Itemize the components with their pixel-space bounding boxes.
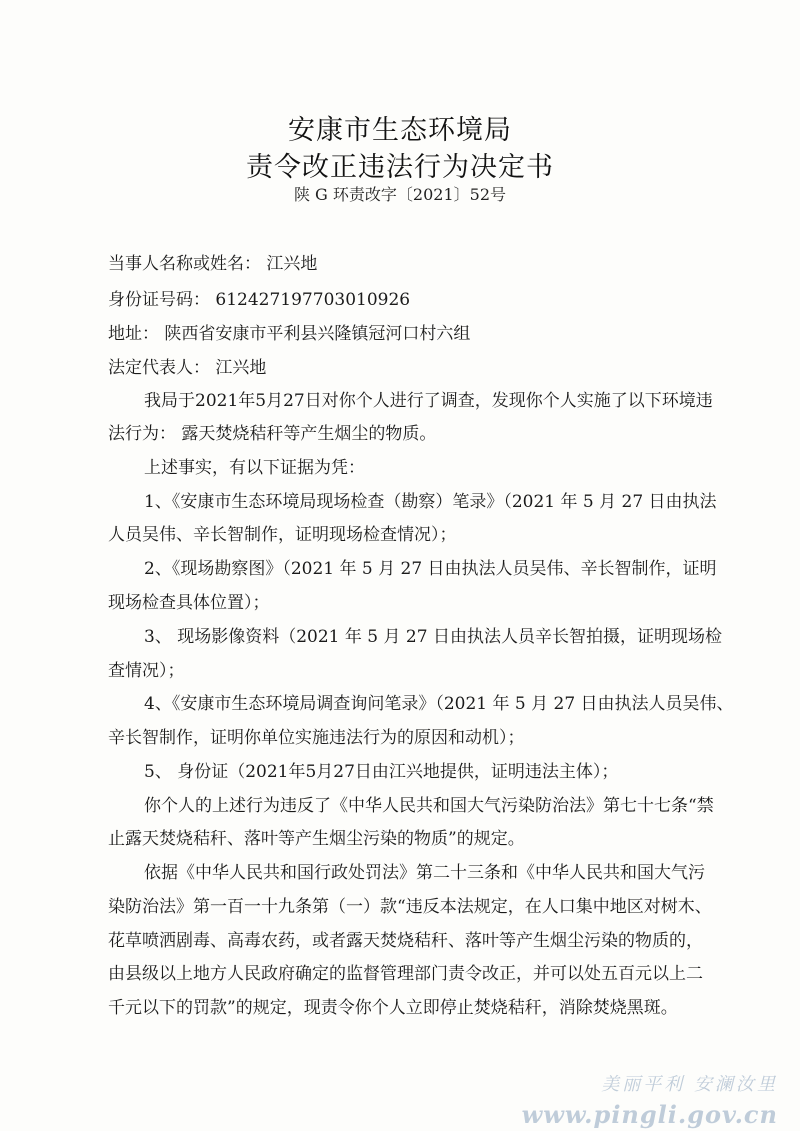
party-name-line: 当事人名称或姓名： 江兴地 xyxy=(108,254,318,274)
address-line: 地址： 陕西省安康市平利县兴隆镇冠河口村六组 xyxy=(108,324,471,344)
watermark-url: www.pingli.gov.cn xyxy=(521,1100,778,1129)
site-watermark xyxy=(522,1070,778,1129)
evidence-item-line: 现场检查具体位置）； xyxy=(108,593,270,613)
evidence-item-line: 辛长智制作，证明你单位实施违法行为的原因和动机）； xyxy=(108,728,525,748)
id-number-line: 身份证号码： 612427197703010926 xyxy=(108,290,411,310)
evidence-item-line: 5、 身份证（2021年5月27日由江兴地提供，证明违法主体）； xyxy=(144,762,619,782)
document-title-agency: 安康市生态环境局 xyxy=(288,115,512,146)
evidence-item-line: 4、《安康市生态环境局调查询问笔录》（2021 年 5 月 27 日由执法人员吴伟、 xyxy=(144,694,734,714)
paragraph-line: 你个人的上述行为违反了《中华人民共和国大气污染防治法》第七十七条“禁 xyxy=(144,796,714,816)
paragraph-line: 止露天焚烧秸秆、落叶等产生烟尘污染的物质”的规定。 xyxy=(108,829,525,849)
evidence-item-line: 3、 现场影像资料（2021 年 5 月 27 日由执法人员辛长智拍摄，证明现场检 xyxy=(144,627,722,647)
paragraph-line: 上述事实，有以下证据为凭： xyxy=(144,458,365,478)
paragraph-line: 染防治法》第一百一十九条第（一）款“违反本法规定，在人口集中地区对树木、 xyxy=(108,897,712,917)
paragraph-line: 花草喷洒剧毒、高毒农药，或者露天焚烧秸秆、落叶等产生烟尘污染的物质的， xyxy=(108,931,703,951)
watermark-slogan: 美丽平利 安澜汝里 xyxy=(601,1074,778,1095)
paragraph-line: 由县级以上地方人民政府确定的监督管理部门责令改正，并可以处五百元以上二 xyxy=(108,964,703,984)
document-number: 陕 G 环责改字〔2021〕52号 xyxy=(293,185,507,204)
document-title-decision: 责令改正违法行为决定书 xyxy=(246,152,554,183)
legal-rep-line: 法定代表人： 江兴地 xyxy=(108,358,267,378)
evidence-item-line: 人员吴伟、辛长智制作，证明现场检查情况）； xyxy=(108,525,457,545)
evidence-item-line: 2、《现场勘察图》（2021 年 5 月 27 日由执法人员吴伟、辛长智制作，证明 xyxy=(144,559,717,579)
paragraph-line: 千元以下的罚款”的规定，现责令你个人立即停止焚烧秸秆，消除焚烧黑斑。 xyxy=(108,998,678,1018)
paragraph-line: 法行为： 露天焚烧秸秆等产生烟尘的物质。 xyxy=(108,424,437,444)
evidence-item-line: 查情况）； xyxy=(108,661,185,681)
paragraph-line: 依据《中华人民共和国行政处罚法》第二十三条和《中华人民共和国大气污 xyxy=(144,863,705,883)
evidence-item-line: 1、《安康市生态环境局现场检查（勘察）笔录》（2021 年 5 月 27 日由执法 xyxy=(144,492,717,512)
paragraph-line: 我局于2021年5月27日对你个人进行了调查，发现你个人实施了以下环境违 xyxy=(144,391,713,411)
